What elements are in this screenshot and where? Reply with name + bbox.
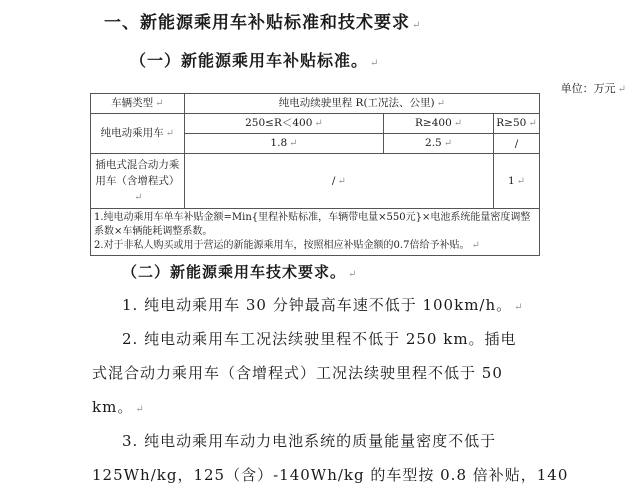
row-label-bev: 纯电动乘用车 ↵ — [91, 114, 185, 154]
table-cell: / — [493, 134, 539, 154]
table-row-bev-ranges — [91, 114, 540, 134]
note-1: 1.纯电动乘用车单车补贴金额=Min{里程补贴标准，车辆带电量×550元}×电池系统能量密度调整系数×车辆能耗调整系数。 — [94, 212, 531, 237]
header-vehicle-type: 车辆类型 ↵ — [91, 94, 185, 114]
paragraph-mark: ↵ — [370, 58, 380, 69]
paragraph-mark: ↵ — [412, 20, 422, 31]
section-heading: 一、新能源乘用车补贴标准和技术要求 ↵ — [104, 13, 422, 33]
paragraph-3-line-1: 3. 纯电动乘用车动力电池系统的质量能量密度不低于 — [122, 432, 497, 450]
paragraph-2-line-1: 2. 纯电动乘用车工况法续驶里程不低于 250 km。插电 — [122, 330, 517, 348]
table-notes-row — [91, 209, 540, 256]
paragraph-1: 1. 纯电动乘用车 30 分钟最高车速不低于 100km/h。 ↵ — [122, 296, 524, 314]
table-notes — [91, 209, 540, 256]
paragraph-mark: ↵ — [348, 269, 358, 280]
header-range: 纯电动续驶里程 R(工况法、公里) ↵ — [184, 94, 539, 114]
table-cell: 1 ↵ — [493, 154, 539, 209]
paragraph-2-line-3: km。 ↵ — [92, 398, 145, 416]
subsection-heading-requirements: （二）新能源乘用车技术要求。 ↵ — [122, 263, 358, 281]
unit-label: 单位：万元 ↵ — [560, 82, 626, 95]
range-header-1: 250≤R＜400 ↵ — [184, 114, 383, 134]
table-cell: / ↵ — [184, 154, 493, 209]
table-header-row — [91, 94, 540, 114]
subsidy-table — [90, 93, 540, 256]
table-cell: 1.8 ↵ — [184, 134, 383, 154]
range-header-2: R≥400 ↵ — [384, 114, 494, 134]
paragraph-2-line-2: 式混合动力乘用车（含增程式）工况法续驶里程不低于 50 — [92, 364, 503, 382]
table-row-phev — [91, 154, 540, 209]
paragraph-3-line-2: 125Wh/kg，125（含）-140Wh/kg 的车型按 0.8 倍补贴，140 — [92, 466, 569, 484]
paragraph-mark: ↵ — [617, 84, 626, 95]
table-cell: 2.5 ↵ — [384, 134, 494, 154]
note-2: 2.对于非私人购买或用于营运的新能源乘用车，按照相应补贴金额的0.7倍给予补贴。 ↵ — [94, 240, 480, 251]
range-header-3: R≥50 ↵ — [493, 114, 539, 134]
row-label-phev: 插电式混合动力乘用车（含增程式）↵ — [91, 154, 185, 209]
subsection-heading-standard: （一）新能源乘用车补贴标准。 ↵ — [130, 51, 380, 70]
